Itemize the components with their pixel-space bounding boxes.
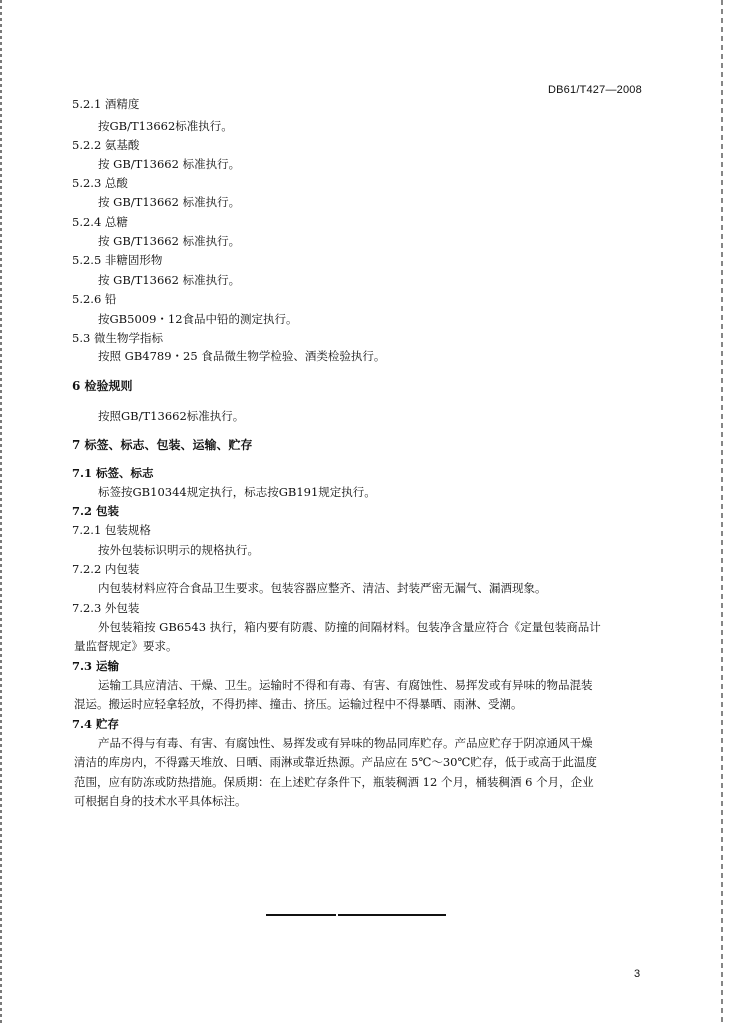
body-7-3-line-1: 运输工具应清洁、干燥、卫生。运输时不得和有毒、有害、有腐蚀性、易挥发或有异味的物品混装 <box>98 678 593 692</box>
body-7-2-1: 按外包装标识明示的规格执行。 <box>98 543 259 557</box>
body-5-2-6: 按GB5009・12食品中铅的测定执行。 <box>98 312 298 326</box>
scan-edge-right <box>721 0 723 1024</box>
page-number: 3 <box>634 968 641 980</box>
heading-7-3: 7.3 运输 <box>72 659 120 673</box>
heading-5-2-3: 5.2.3 总酸 <box>72 176 128 190</box>
heading-7-2-3: 7.2.3 外包装 <box>72 601 140 615</box>
body-7-4-line-2: 清洁的库房内，不得露天堆放、日晒、雨淋或靠近热源。产品应在 5℃～30℃贮存，低于或高于此温度 <box>74 755 597 769</box>
end-rule-segment-1 <box>266 914 336 916</box>
heading-7-2-2: 7.2.2 内包装 <box>72 562 140 576</box>
heading-5-2-1: 5.2.1 酒精度 <box>72 97 140 111</box>
body-5-3: 按照 GB4789・25 食品微生物学检验、酒类检验执行。 <box>98 349 386 363</box>
heading-5-2-2: 5.2.2 氨基酸 <box>72 138 140 152</box>
heading-7-4: 7.4 贮存 <box>72 717 120 731</box>
body-7-4-line-4: 可根据自身的技术水平具体标注。 <box>74 794 247 808</box>
document-code: DB61/T427—2008 <box>548 84 642 96</box>
body-5-2-2: 按 GB/T13662 标准执行。 <box>98 157 241 171</box>
body-7-2-3-line-1: 外包装箱按 GB6543 执行，箱内要有防震、防撞的间隔材料。包装净含量应符合《定量包装商品计 <box>98 620 601 634</box>
heading-5-2-6: 5.2.6 铅 <box>72 292 117 306</box>
heading-5-2-4: 5.2.4 总糖 <box>72 215 128 229</box>
body-7-4-line-1: 产品不得与有毒、有害、有腐蚀性、易挥发或有异味的物品同库贮存。产品应贮存于阴凉通风干燥 <box>98 736 593 750</box>
scan-edge-left <box>0 0 2 1024</box>
body-5-2-4: 按 GB/T13662 标准执行。 <box>98 234 241 248</box>
heading-5-2-5: 5.2.5 非糖固形物 <box>72 253 163 267</box>
body-5-2-1: 按GB/T13662标准执行。 <box>98 119 233 133</box>
body-5-2-5: 按 GB/T13662 标准执行。 <box>98 273 241 287</box>
heading-section-6: 6 检验规则 <box>72 379 133 393</box>
body-7-4-line-3: 范围，应有防冻或防热措施。保质期：在上述贮存条件下，瓶装稠酒 12 个月，桶装稠酒 6 个月，企业 <box>74 775 594 789</box>
heading-7-2: 7.2 包装 <box>72 504 120 518</box>
heading-5-3: 5.3 微生物学指标 <box>72 331 163 345</box>
end-rule-segment-2 <box>338 914 446 916</box>
heading-7-1: 7.1 标签、标志 <box>72 466 154 480</box>
body-section-6: 按照GB/T13662标准执行。 <box>98 409 245 423</box>
heading-section-7: 7 标签、标志、包装、运输、贮存 <box>72 438 253 452</box>
body-7-2-3-line-2: 量监督规定》要求。 <box>74 639 178 653</box>
heading-7-2-1: 7.2.1 包装规格 <box>72 523 151 537</box>
body-7-2-2: 内包装材料应符合食品卫生要求。包装容器应整齐、清洁、封装严密无漏气、漏酒现象。 <box>98 581 547 595</box>
body-7-1: 标签按GB10344规定执行，标志按GB191规定执行。 <box>98 485 376 499</box>
body-5-2-3: 按 GB/T13662 标准执行。 <box>98 195 241 209</box>
body-7-3-line-2: 混运。搬运时应轻拿轻放，不得扔摔、撞击、挤压。运输过程中不得暴晒、雨淋、受潮。 <box>74 697 523 711</box>
